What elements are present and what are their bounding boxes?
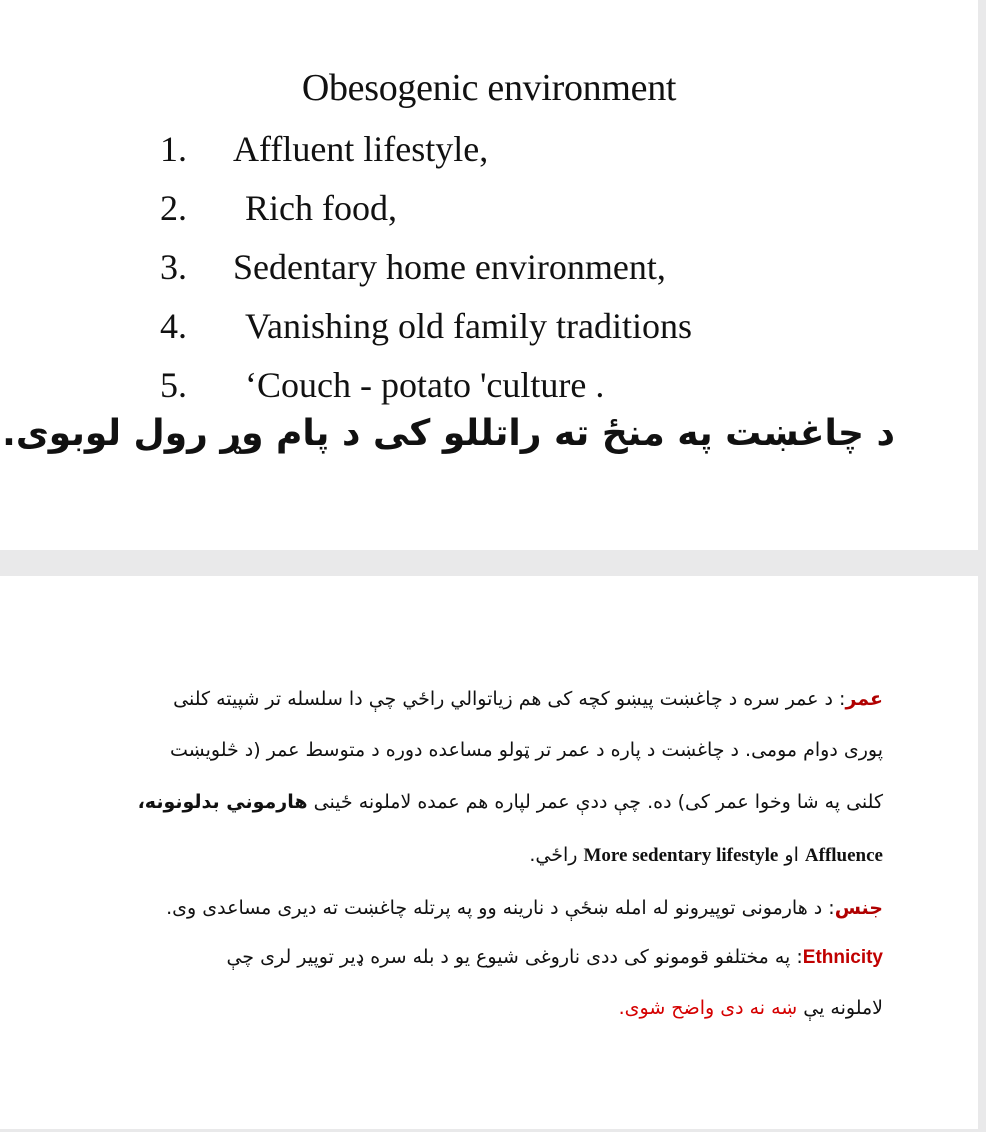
age-paragraph-line-3	[60, 791, 883, 813]
list-text: Affluent lifestyle,	[233, 129, 489, 169]
ethnicity-text: لاملونه یې	[797, 997, 883, 1019]
list-number: 1.	[160, 129, 187, 169]
document-page-2	[0, 576, 978, 1129]
list-text: Vanishing old family traditions	[245, 306, 692, 346]
list-text: ‘Couch - potato 'culture .	[245, 365, 605, 405]
age-text: کلنی په شا وخوا عمر کی) ده. چې ددې عمر لپاره هم عمده لاملونه ځینی	[307, 791, 883, 813]
list-text: Rich food,	[245, 188, 397, 228]
sex-paragraph	[60, 897, 883, 919]
sex-label: جنس	[834, 897, 883, 919]
unclear-causes-text: ښه نه دی واضح شوی.	[618, 997, 798, 1019]
ethnicity-paragraph-line-2	[60, 997, 883, 1019]
page-title: Obesogenic environment	[301, 67, 677, 109]
document-page-1	[0, 0, 978, 550]
list-number: 4.	[160, 306, 187, 346]
age-paragraph-line-1	[60, 688, 883, 710]
age-text: : د عمر سره د چاغښت پیښو کچه کی هم زیاتوالي راځي چې دا سلسله تر شپیته کلنی	[173, 688, 846, 710]
conjunction-text: او	[778, 844, 805, 866]
list-number: 5.	[160, 365, 187, 405]
ethnicity-text: : په مختلفو قومونو کی ددی ناروغی شیوع یو د بله سره ډیر توپیر لری چې	[226, 946, 803, 968]
age-text-end: راځي.	[529, 844, 584, 866]
list-number: 2.	[160, 188, 187, 228]
list-number: 3.	[160, 247, 187, 287]
sex-text: : د هارمونی توپیرونو له امله ښځې د نارینه وو په پرتله چاغښت ته دیری مساعدی وی.	[166, 897, 835, 919]
age-paragraph-line-4	[60, 844, 883, 867]
hormonal-changes-text: هارموني بدلونونه،	[137, 791, 308, 813]
pashto-summary: د چاغښت په منځ ته راتللو کی د پام وړ رول لوبوی.	[2, 413, 895, 454]
age-label: عمر	[845, 688, 883, 710]
ethnicity-paragraph	[60, 946, 883, 969]
affluence-term: Affluence	[804, 845, 883, 866]
ethnicity-label: Ethnicity	[802, 947, 883, 968]
age-paragraph-line-2: پوری دوام مومی. د چاغښت د پاره د عمر تر ټولو مساعده دوره د متوسط عمر (د څلویښت	[169, 739, 883, 761]
lifestyle-term: More sedentary lifestyle	[583, 845, 779, 866]
list-text: Sedentary home environment,	[233, 247, 666, 287]
